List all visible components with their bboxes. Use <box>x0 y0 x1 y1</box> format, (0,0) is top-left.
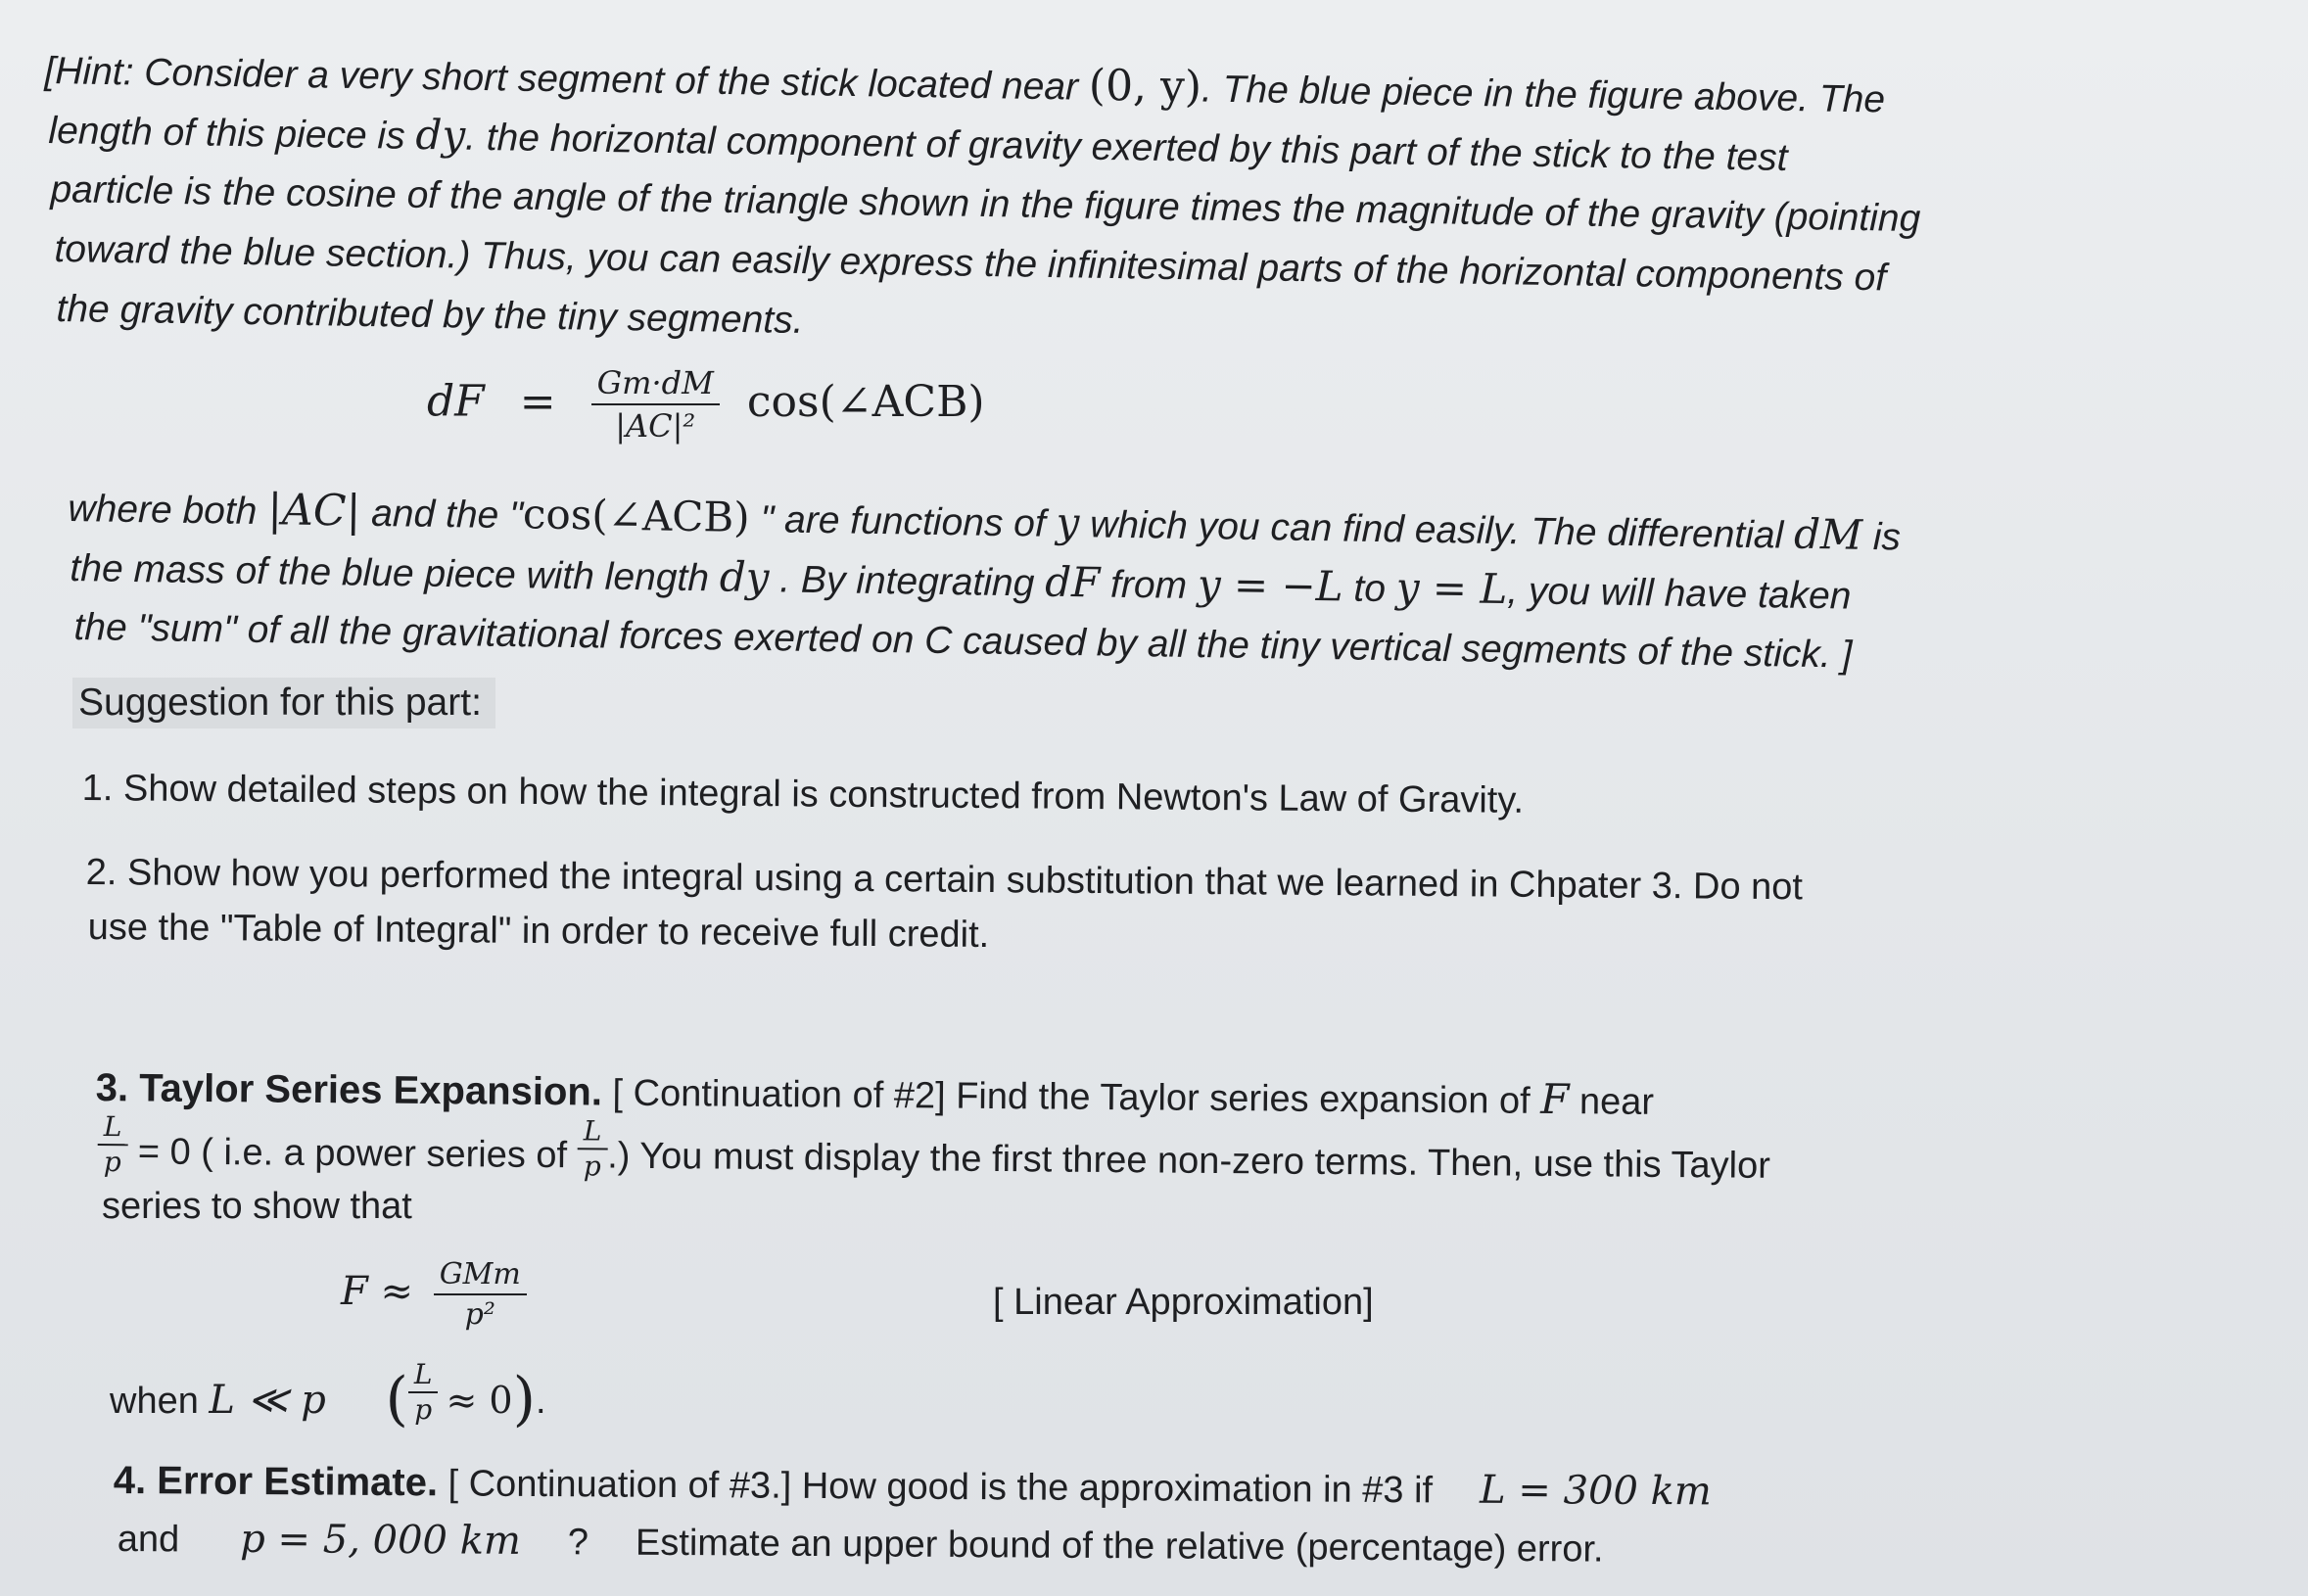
open-paren: ( <box>385 1365 408 1433</box>
fraction-denominator: p <box>583 1150 601 1183</box>
where-text: is <box>1861 515 1902 559</box>
hint-text: [Hint: Consider a very short segment of the stick located near <box>44 49 1090 109</box>
suggestion-label: Suggestion for this part: <box>72 678 495 728</box>
df-symbol: dF <box>1044 557 1101 607</box>
dy-symbol: dy <box>719 552 770 602</box>
where-text: to <box>1342 567 1397 611</box>
approximation-equation <box>341 1257 527 1332</box>
hint-text: toward the blue section.) Thus, you can easily express the infinitesimal parts of the horizontal components of <box>54 227 1887 300</box>
cos-term: cos(∠ACB) <box>746 376 985 427</box>
hint-text: particle is the cosine of the angle of the triangle shown in the figure times the magnitude of the gravity (pointing <box>50 167 1921 240</box>
approx-fraction <box>434 1257 527 1332</box>
where-text: which you can find easily. The differential <box>1078 503 1795 557</box>
approx-lhs: F ≈ <box>341 1269 413 1314</box>
L-over-p-fraction <box>408 1360 439 1425</box>
dF-lhs: dF <box>427 376 485 427</box>
linear-approximation-label: [ Linear Approximation] <box>993 1282 1374 1323</box>
q3-text: [ Continuation of #2] Find the Taylor series expansion of <box>601 1072 1541 1122</box>
L-over-p-fraction <box>577 1116 607 1181</box>
where-text: " are functions of <box>749 497 1057 545</box>
fraction-numerator: L <box>578 1116 608 1150</box>
q3-title: 3. Taylor Series Expansion. <box>95 1065 603 1114</box>
q3-text: = 0 ( i.e. a power series of <box>137 1131 578 1177</box>
fraction-denominator: p² <box>464 1297 495 1332</box>
q3-line-3 <box>102 1178 412 1235</box>
hint-line-5 <box>56 279 804 351</box>
q3-text: near <box>1569 1081 1655 1123</box>
dm-symbol: dM <box>1793 509 1863 559</box>
approx-zero: ≈ 0 <box>446 1379 513 1422</box>
q4-title: 4. Error Estimate. <box>113 1458 439 1505</box>
upper-limit: y = L <box>1395 563 1508 614</box>
dF-fraction <box>591 364 720 445</box>
fraction-numerator: L <box>408 1360 439 1393</box>
where-text: the mass of the blue piece with length <box>70 546 721 600</box>
where-text: the "sum" of all the gravitational forces exerted on C caused by all the tiny vertical segments of the stick. ] <box>73 605 1853 677</box>
q4-text: Estimate an upper bound of the relative (percentage) error. <box>635 1522 1604 1571</box>
fraction-denominator: |AC|² <box>615 407 696 445</box>
where-text: and the " <box>360 492 524 538</box>
period: . <box>536 1381 546 1422</box>
cos-symbol: cos(∠ACB) <box>522 490 751 541</box>
suggestion-item-2-cont: use the "Table of Integral" in order to receive full credit. <box>87 906 990 957</box>
fraction-denominator: p <box>414 1393 433 1426</box>
suggestion-item-2: 2. Show how you performed the integral using a certain substitution that we learned in Chpater 3. Do not <box>85 851 1804 909</box>
hint-text: the gravity contributed by the tiny segments. <box>56 287 804 342</box>
hint-text: length of this piece is <box>48 109 416 158</box>
q3-text: .) You must display the first three non-zero terms. Then, use this Taylor <box>607 1135 1771 1187</box>
L-value: L = 300 km <box>1479 1467 1712 1515</box>
equals-sign: = <box>519 376 556 427</box>
dy-symbol: dy <box>415 110 466 160</box>
p-value: p = 5, 000 km <box>240 1516 522 1564</box>
hint-text: . The blue piece in the figure above. The <box>1201 68 1886 121</box>
point-expression: (0, y) <box>1088 60 1202 113</box>
suggestion-item-1: 1. Show detailed steps on how the integral is constructed from Newton's Law of Gravity. <box>81 767 1525 821</box>
fraction-denominator: p <box>103 1146 121 1179</box>
fraction-numerator: Gm·dM <box>591 364 720 405</box>
L-over-p-fraction <box>97 1112 127 1177</box>
where-text: . By integrating <box>769 558 1046 605</box>
y-symbol: y <box>1056 497 1080 547</box>
q4-text: and <box>117 1518 180 1561</box>
condition-symbol: L ≪ p <box>209 1378 326 1423</box>
when-text: when <box>110 1381 210 1422</box>
F-symbol: F <box>1540 1074 1570 1124</box>
when-condition <box>110 1358 546 1433</box>
where-text: from <box>1099 563 1199 608</box>
q4-text: [ Continuation of #3.] How good is the approximation in #3 if <box>437 1463 1434 1512</box>
lower-limit: y = −L <box>1197 560 1344 611</box>
where-text: , you will have taken <box>1506 570 1852 618</box>
where-text: where both <box>68 487 268 534</box>
question-mark: ? <box>567 1522 589 1564</box>
fraction-numerator: L <box>98 1112 128 1146</box>
close-paren: ) <box>512 1365 536 1433</box>
ac-symbol: |AC| <box>266 485 361 537</box>
q4-line-2 <box>118 1510 1604 1578</box>
hint-text: . the horizontal component of gravity exerted by this part of the stick to the test <box>464 116 1788 179</box>
fraction-numerator: GMm <box>434 1257 527 1295</box>
q3-text: series to show that <box>102 1186 412 1227</box>
dF-equation <box>427 364 985 445</box>
